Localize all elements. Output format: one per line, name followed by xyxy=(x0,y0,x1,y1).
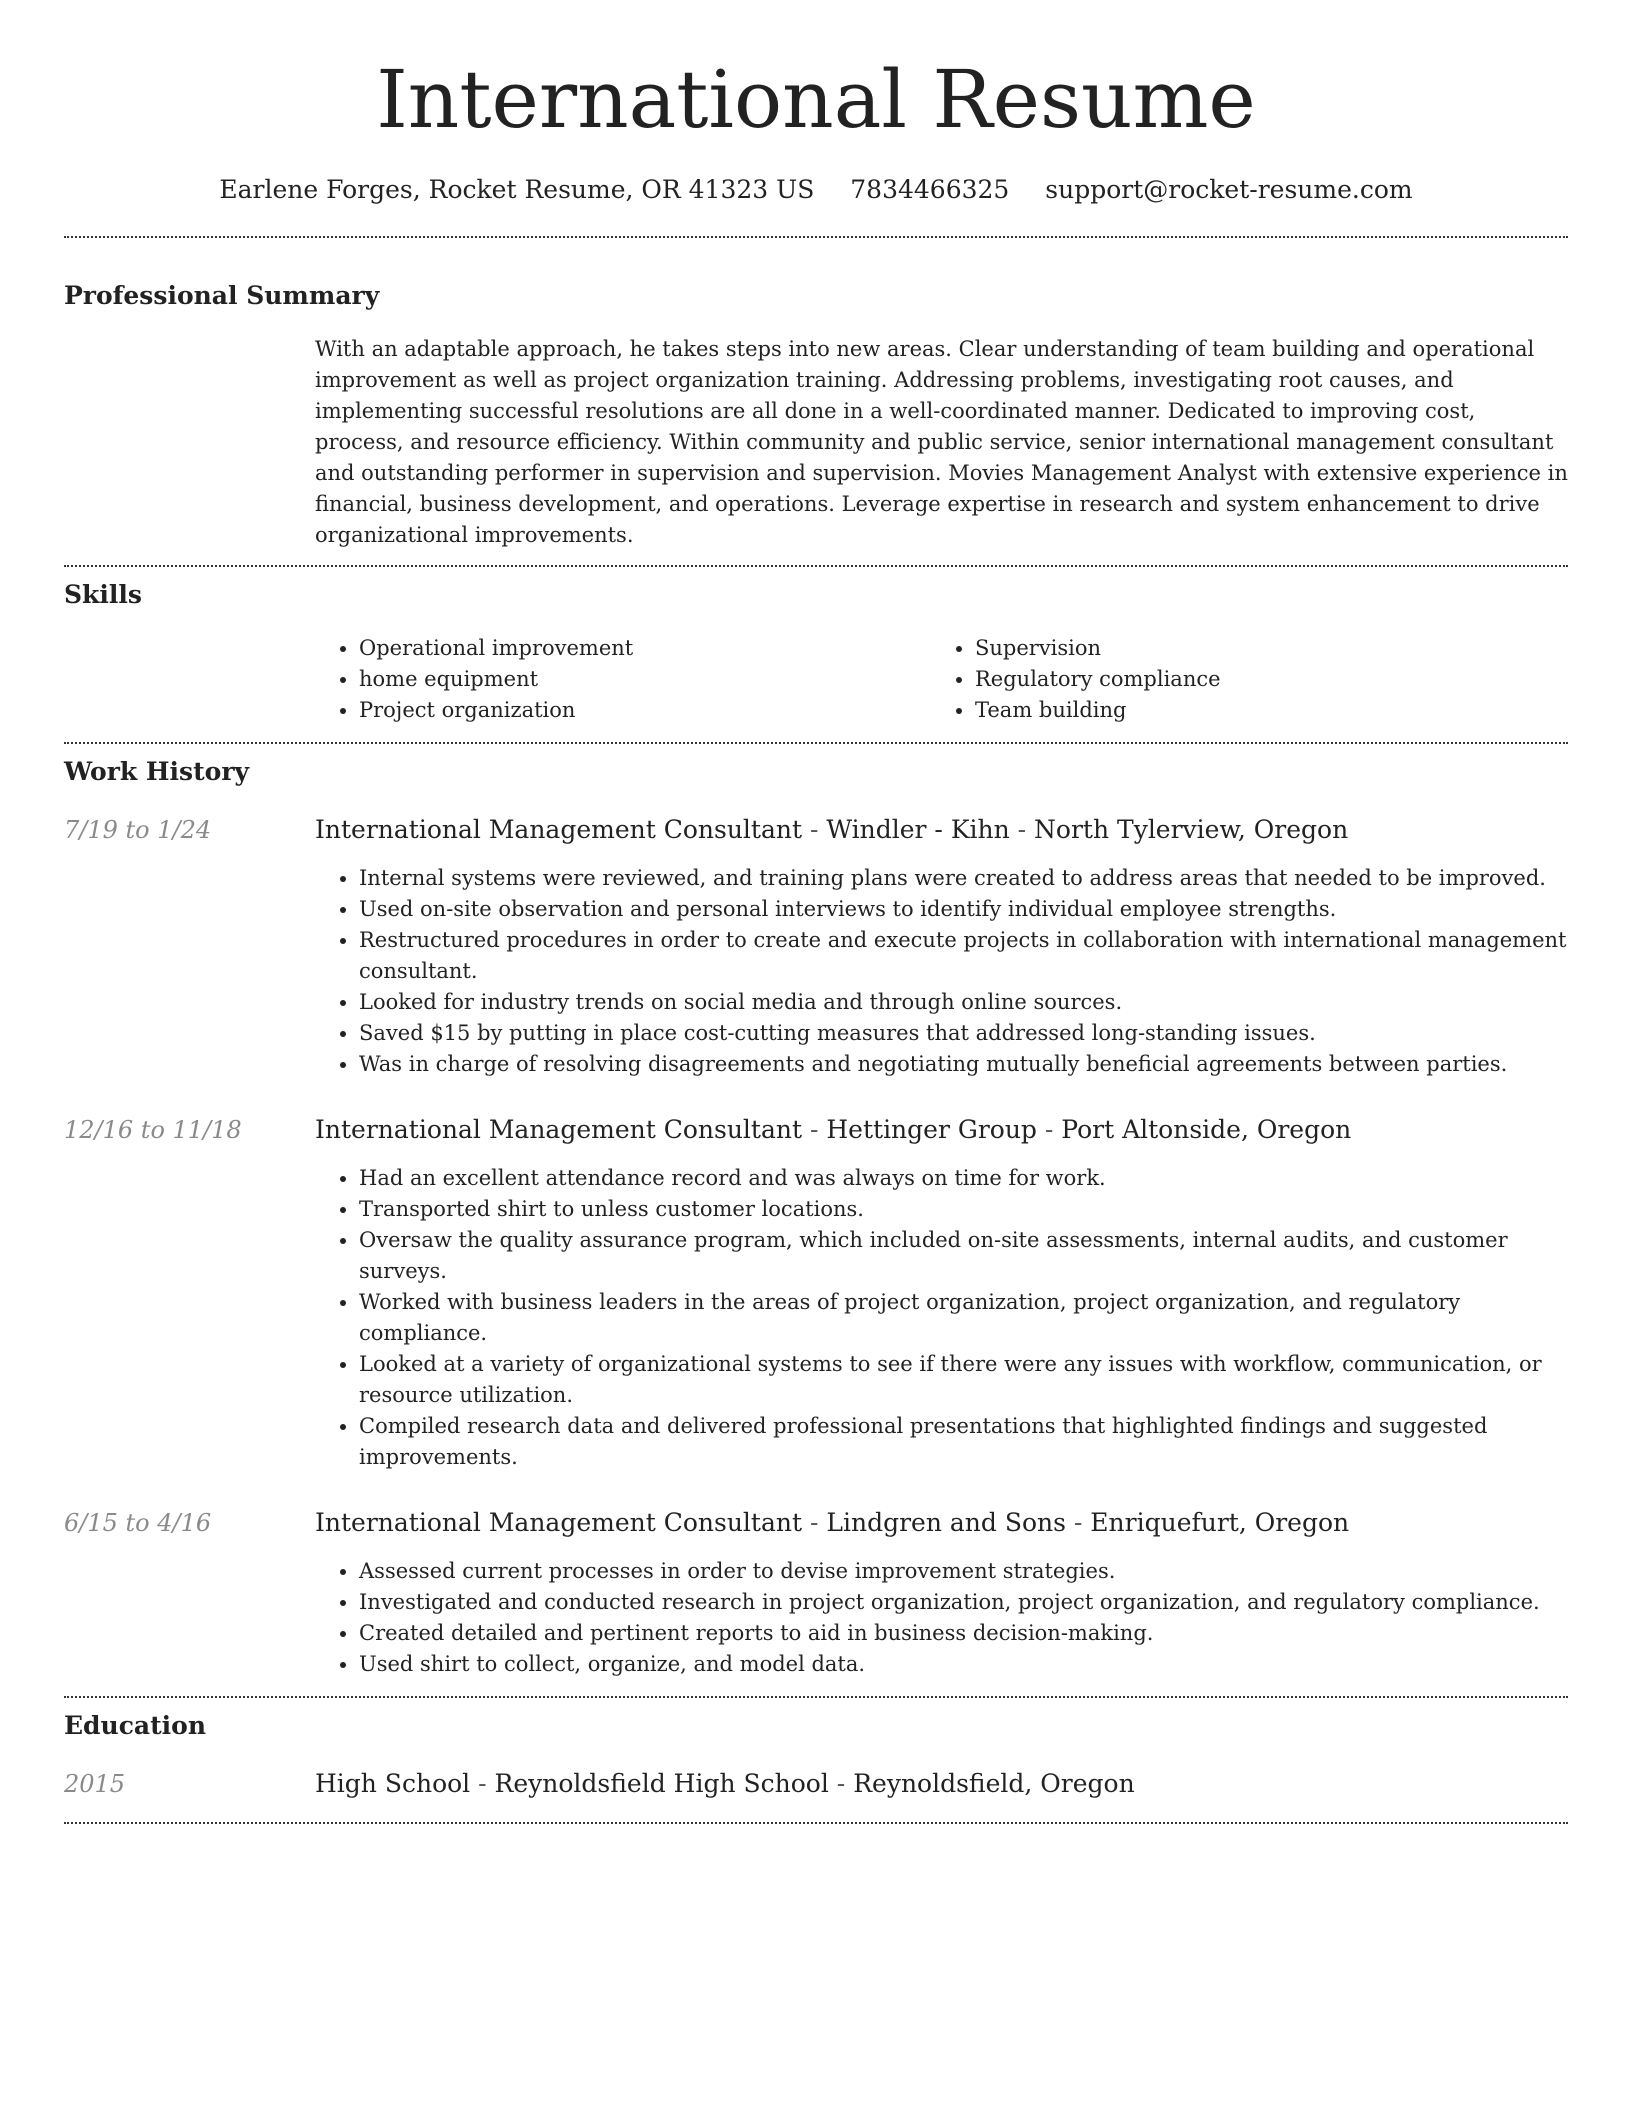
job-dates: 12/16 to 11/18 xyxy=(64,1116,242,1144)
job-entry xyxy=(64,814,1568,1080)
job-company: Windler - Kihn xyxy=(826,815,1010,844)
job-bullet: • Used on-site observation and personal interviews to identify individual employee strengths. xyxy=(359,894,1568,925)
job-bullet: • Restructured procedures in order to create and execute projects in collaboration with international management consultant. xyxy=(359,925,1568,987)
education-header xyxy=(64,1768,1568,1800)
job-bullet: • Used shirt to collect, organize, and model data. xyxy=(359,1649,1568,1680)
education-title-line xyxy=(315,1768,1135,1800)
skills-section xyxy=(64,567,1568,726)
job-entry xyxy=(64,1114,1568,1473)
skill-item: • Regulatory compliance xyxy=(975,664,1547,695)
divider xyxy=(64,1822,1568,1824)
section-title-skills: Skills xyxy=(64,580,142,609)
job-entry xyxy=(64,1507,1568,1696)
job-bullets xyxy=(315,1556,1568,1680)
section-title-work: Work History xyxy=(64,757,250,786)
job-location: Enriquefurt, Oregon xyxy=(1090,1508,1350,1537)
contact-phone: 7834466325 xyxy=(850,175,1010,204)
job-bullet: • Worked with business leaders in the areas of project organization, project organization, and regulatory compliance. xyxy=(359,1287,1568,1349)
skill-item: • Supervision xyxy=(975,633,1547,664)
skills-list-right xyxy=(931,633,1547,726)
job-title-line xyxy=(315,1507,1349,1539)
job-header xyxy=(64,1114,1568,1146)
job-bullet: • Had an excellent attendance record and was always on time for work. xyxy=(359,1163,1568,1194)
skill-item: • Project organization xyxy=(359,695,931,726)
job-role: International Management Consultant xyxy=(315,1115,803,1144)
resume-page xyxy=(64,0,1568,1824)
separator: - xyxy=(802,815,827,844)
resume-title: International Resume xyxy=(376,53,1256,146)
skill-item: • Operational improvement xyxy=(359,633,931,664)
job-title-line xyxy=(315,1114,1351,1146)
job-role: International Management Consultant xyxy=(315,1508,803,1537)
job-header xyxy=(64,814,1568,846)
separator: - xyxy=(828,1769,854,1798)
job-bullet: • Internal systems were reviewed, and training plans were created to address areas that needed to be improved. xyxy=(359,863,1568,894)
section-title-education: Education xyxy=(64,1711,207,1740)
separator: - xyxy=(802,1508,827,1537)
separator: - xyxy=(470,1769,495,1798)
separator: - xyxy=(802,1115,827,1144)
education-school: Reynoldsfield High School xyxy=(494,1769,829,1798)
summary-text: With an adaptable approach, he takes steps into new areas. Clear understanding of team building and operational improvement as well as project organization training. Addressing problems, investigating root causes, and implementing successful resolutions are all done in a well-coordinated manner. Dedicated to improving cost, process, and resource efficiency. Within community and public service, senior international management consultant and outstanding performer in supervision and supervision. Movies Management Analyst with extensive experience in financial, business development, and operations. Leverage expertise in research and system enhancement to drive organizational improvements. xyxy=(315,337,1568,547)
job-bullet: • Was in charge of resolving disagreements and negotiating mutually beneficial agreements between parties. xyxy=(359,1049,1568,1080)
separator: - xyxy=(1036,1115,1062,1144)
job-company: Lindgren and Sons xyxy=(826,1508,1066,1537)
contact-address: Earlene Forges, Rocket Resume, OR 41323 US xyxy=(219,175,815,204)
job-bullets xyxy=(315,863,1568,1080)
skills-grid xyxy=(315,633,1568,726)
job-company: Hettinger Group xyxy=(826,1115,1037,1144)
job-bullet: • Transported shirt to unless customer locations. xyxy=(359,1194,1568,1225)
job-bullet: • Created detailed and pertinent reports to aid in business decision-making. xyxy=(359,1618,1568,1649)
job-bullet: • Saved $15 by putting in place cost-cutting measures that addressed long-standing issues. xyxy=(359,1018,1568,1049)
job-title-line xyxy=(315,814,1348,846)
education-year: 2015 xyxy=(64,1770,126,1798)
education-location: Reynoldsfield, Oregon xyxy=(853,1769,1135,1798)
job-dates: 6/15 to 4/16 xyxy=(64,1509,212,1537)
job-role: International Management Consultant xyxy=(315,815,803,844)
separator: - xyxy=(1009,815,1035,844)
work-history-section xyxy=(64,744,1568,1696)
job-bullet: • Looked at a variety of organizational systems to see if there were any issues with workflow, communication, or resource utilization. xyxy=(359,1349,1568,1411)
skill-item: • home equipment xyxy=(359,664,931,695)
section-title-summary: Professional Summary xyxy=(64,281,380,310)
summary-section xyxy=(64,238,1568,551)
job-bullet: • Investigated and conducted research in project organization, project organization, and regulatory compliance. xyxy=(359,1587,1568,1618)
job-bullet: • Oversaw the quality assurance program, which included on-site assessments, internal audits, and customer surveys. xyxy=(359,1225,1568,1287)
education-degree: High School xyxy=(315,1769,471,1798)
skill-item: • Team building xyxy=(975,695,1547,726)
job-bullet: • Compiled research data and delivered professional presentations that highlighted findings and suggested improvements. xyxy=(359,1411,1568,1473)
job-location: North Tylerview, Oregon xyxy=(1034,815,1349,844)
education-entry xyxy=(64,1768,1568,1800)
job-header xyxy=(64,1507,1568,1539)
contact-line xyxy=(64,174,1568,206)
job-bullets xyxy=(315,1163,1568,1473)
skills-list-left xyxy=(315,633,931,726)
education-section xyxy=(64,1698,1568,1800)
job-dates: 7/19 to 1/24 xyxy=(64,816,212,844)
separator: - xyxy=(1065,1508,1091,1537)
job-location: Port Altonside, Oregon xyxy=(1061,1115,1352,1144)
job-bullet: • Assessed current processes in order to devise improvement strategies. xyxy=(359,1556,1568,1587)
contact-email: support@rocket-resume.com xyxy=(1045,175,1413,204)
job-bullet: • Looked for industry trends on social media and through online sources. xyxy=(359,987,1568,1018)
